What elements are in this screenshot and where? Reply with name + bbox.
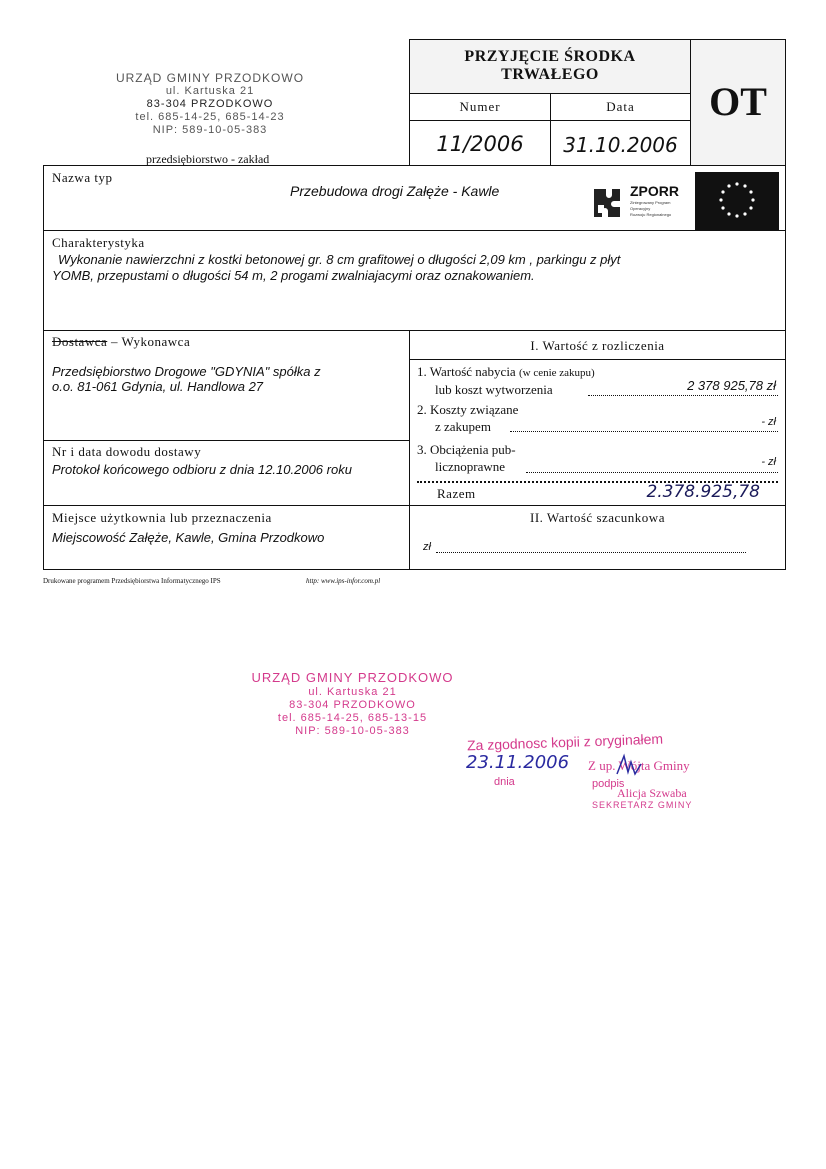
handwritten-signature [614,752,644,778]
certification-date-caption: dnia [494,776,515,788]
numer-value: 11/2006 [436,132,524,156]
data-value: 31.10.2006 [563,133,678,157]
divider [43,505,786,506]
zporr-logo-sub3: Rozwoju Regionalnego [630,212,672,217]
certification-title: Za zgodnosc kopii z oryginałem [466,730,664,754]
eu-flag-icon [695,172,779,230]
dowod-value: Protokoł końcowego odbioru z dnia 12.10.2006 roku [52,462,352,477]
doc-title-line2: TRWAŁEGO [501,66,599,83]
item1-small: (w cenie zakupu) [518,367,595,379]
certification-role: SEKRETARZ GMINY [592,800,693,810]
divider [409,330,410,570]
szacunkowa-title: II. Wartość szacunkowa [530,510,665,525]
nazwa-value: Przebudowa drogi Załęże - Kawle [290,183,500,199]
zporr-logo [590,183,690,223]
stamp-bottom-line1: URZĄD GMINY PRZODKOWO [251,670,454,685]
razem-label: Razem [437,486,476,501]
item1-value: 2 378 925,78 zł [687,378,776,393]
stamp-bottom-line2: ul. Kartuska 21 [308,686,397,698]
footer-url: http: www.ips-infor.com.pl [306,577,381,585]
certification-signature-caption: podpis [592,778,625,790]
szacunkowa-currency: zł [423,541,431,553]
form-code-cell [690,39,786,166]
charakterystyka-line2: YOMB, przepustami o długości 54 m, 2 progami zwalniajacymi oraz oznakowaniem. [52,268,535,283]
header-title-cell [409,39,691,94]
stamp-bottom [245,670,460,738]
zporr-logo-text: ZPORR [630,183,679,199]
item3-value: - zł [761,456,776,468]
numer-label: Numer [459,99,501,114]
item2-value: - zł [761,416,776,428]
item3-dotted-line [526,472,778,473]
wykonawca-label-text: – Wykonawca [111,334,191,349]
numer-label-cell [409,93,551,121]
wykonawca-line1: Przedsiębiorstwo Drogowe "GDYNIA" spółka z [52,364,321,379]
item2-dotted-line [510,431,778,432]
rozliczenie-title: I. Wartość z rozliczenia [530,338,665,353]
item2-label-b: z zakupem [435,419,491,434]
wykonawca-label [52,334,190,350]
numer-value-cell [409,120,551,166]
stamp-top-line4: tel. 685-14-25, 685-14-23 [135,111,285,123]
dowod-label: Nr i data dowodu dostawy [52,444,202,459]
stamp-bottom-line3: 83-304 PRZODKOWO [289,699,416,711]
data-value-cell [550,120,691,166]
zporr-puzzle-icon [590,185,624,221]
razem-value: 2.378.925,78 [646,482,760,502]
certification-authority: Z up. Wójta Gminy [588,758,690,773]
stamp-top-line5: NIP: 589-10-05-383 [152,124,268,136]
footer-printed-by: Drukowane programem Przedsiębiorstwa Informatycznego IPS [43,577,221,585]
charakterystyka-line1: Wykonanie nawierzchni z kostki betonowej gr. 8 cm grafitowej o długości 2,09 km , parkingu z płyt [58,252,621,267]
divider [43,440,409,441]
data-label-cell [550,93,691,121]
item1-label: 1. Wartość nabycia [417,364,516,379]
dostawca-struck: Dostawca [52,334,108,349]
certification-date: 23.11.2006 [466,752,570,773]
item3-label-a: 3. Obciążenia pub- [417,442,516,457]
item2-label-a: 2. Koszty związane [417,402,519,417]
stamp-top [110,72,310,137]
zporr-logo-sub2: Operacyjny [630,206,651,211]
stamp-top-line1: URZĄD GMINY PRZODKOWO [115,71,305,85]
divider [43,330,786,331]
item3-label-b: licznoprawne [435,459,506,474]
certification-name: Alicja Szwaba [617,786,687,800]
divider [43,230,786,231]
stamp-top-line2: ul. Kartuska 21 [165,85,255,97]
item1-dotted-line [588,395,778,396]
stamp-bottom-line5: NIP: 589-10-05-383 [295,725,410,737]
miejsce-label: Miejsce użytkownia lub przeznaczenia [52,510,272,525]
item1-label-b: lub koszt wytworzenia [435,382,553,397]
szacunkowa-dotted-line [436,552,746,553]
charakterystyka-label: Charakterystyka [52,235,145,250]
wykonawca-line2: o.o. 81-061 Gdynia, ul. Handlowa 27 [52,379,264,394]
miejsce-value: Miejscowość Załęże, Kawle, Gmina Przodkowo [52,530,325,545]
form-code: OT [709,79,767,124]
zporr-logo-sub1: Zintegrowany Program [630,200,671,205]
nazwa-label: Nazwa typ [52,170,113,185]
doc-title-line1: PRZYJĘCIE ŚRODKA [464,48,636,65]
company-caption: przedsiębiorstwo - zakład [146,152,270,166]
stamp-top-line3: 83-304 PRZODKOWO [146,98,274,110]
stamp-bottom-line4: tel. 685-14-25, 685-13-15 [277,712,428,724]
divider [409,359,786,360]
data-label: Data [606,99,635,114]
item1-label-a [417,364,595,380]
